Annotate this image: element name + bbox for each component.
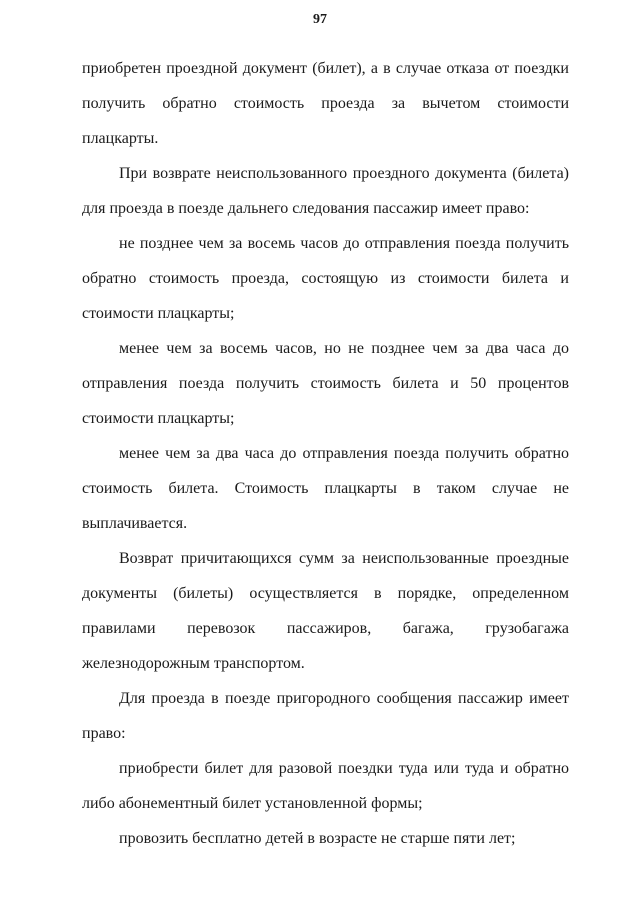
paragraph-refund-procedure: Возврат причитающихся сумм за неиспользованные проездные документы (билеты) осуществляется в порядке, определенном правилами перевозок пассажиров, багажа, грузобагажа железнодорожным транспортом. bbox=[82, 550, 569, 672]
document-body bbox=[82, 51, 569, 856]
paragraph-refund-2-hours: менее чем за восемь часов, но не позднее чем за два часа до отправления поезда получить стоимость билета и 50 процентов стоимости плацкарты; bbox=[82, 340, 569, 427]
page-number: 97 bbox=[313, 12, 327, 27]
paragraph-refund-less-2-hours: менее чем за два часа до отправления поезда получить обратно стоимость билета. Стоимость плацкарты в таком случае не выплачивается. bbox=[82, 445, 569, 532]
paragraph-refund-intro: При возврате неиспользованного проездного документа (билета) для проезда в поезде дальнего следования пассажир имеет право: bbox=[82, 165, 569, 217]
paragraph-suburban-intro: Для проезда в поезде пригородного сообщения пассажир имеет право: bbox=[82, 690, 569, 742]
paragraph-refund-8-hours: не позднее чем за восемь часов до отправления поезда получить обратно стоимость проезда, состоящую из стоимости билета и стоимости плацкарты; bbox=[82, 235, 569, 322]
paragraph-suburban-children: провозить бесплатно детей в возрасте не старше пяти лет; bbox=[119, 830, 516, 847]
paragraph-continuation: приобретен проездной документ (билет), а в случае отказа от поездки получить обратно стоимость проезда за вычетом стоимости плацкарты. bbox=[82, 60, 569, 147]
paragraph-suburban-ticket: приобрести билет для разовой поездки туда или туда и обратно либо абонементный билет установленной формы; bbox=[82, 760, 569, 812]
